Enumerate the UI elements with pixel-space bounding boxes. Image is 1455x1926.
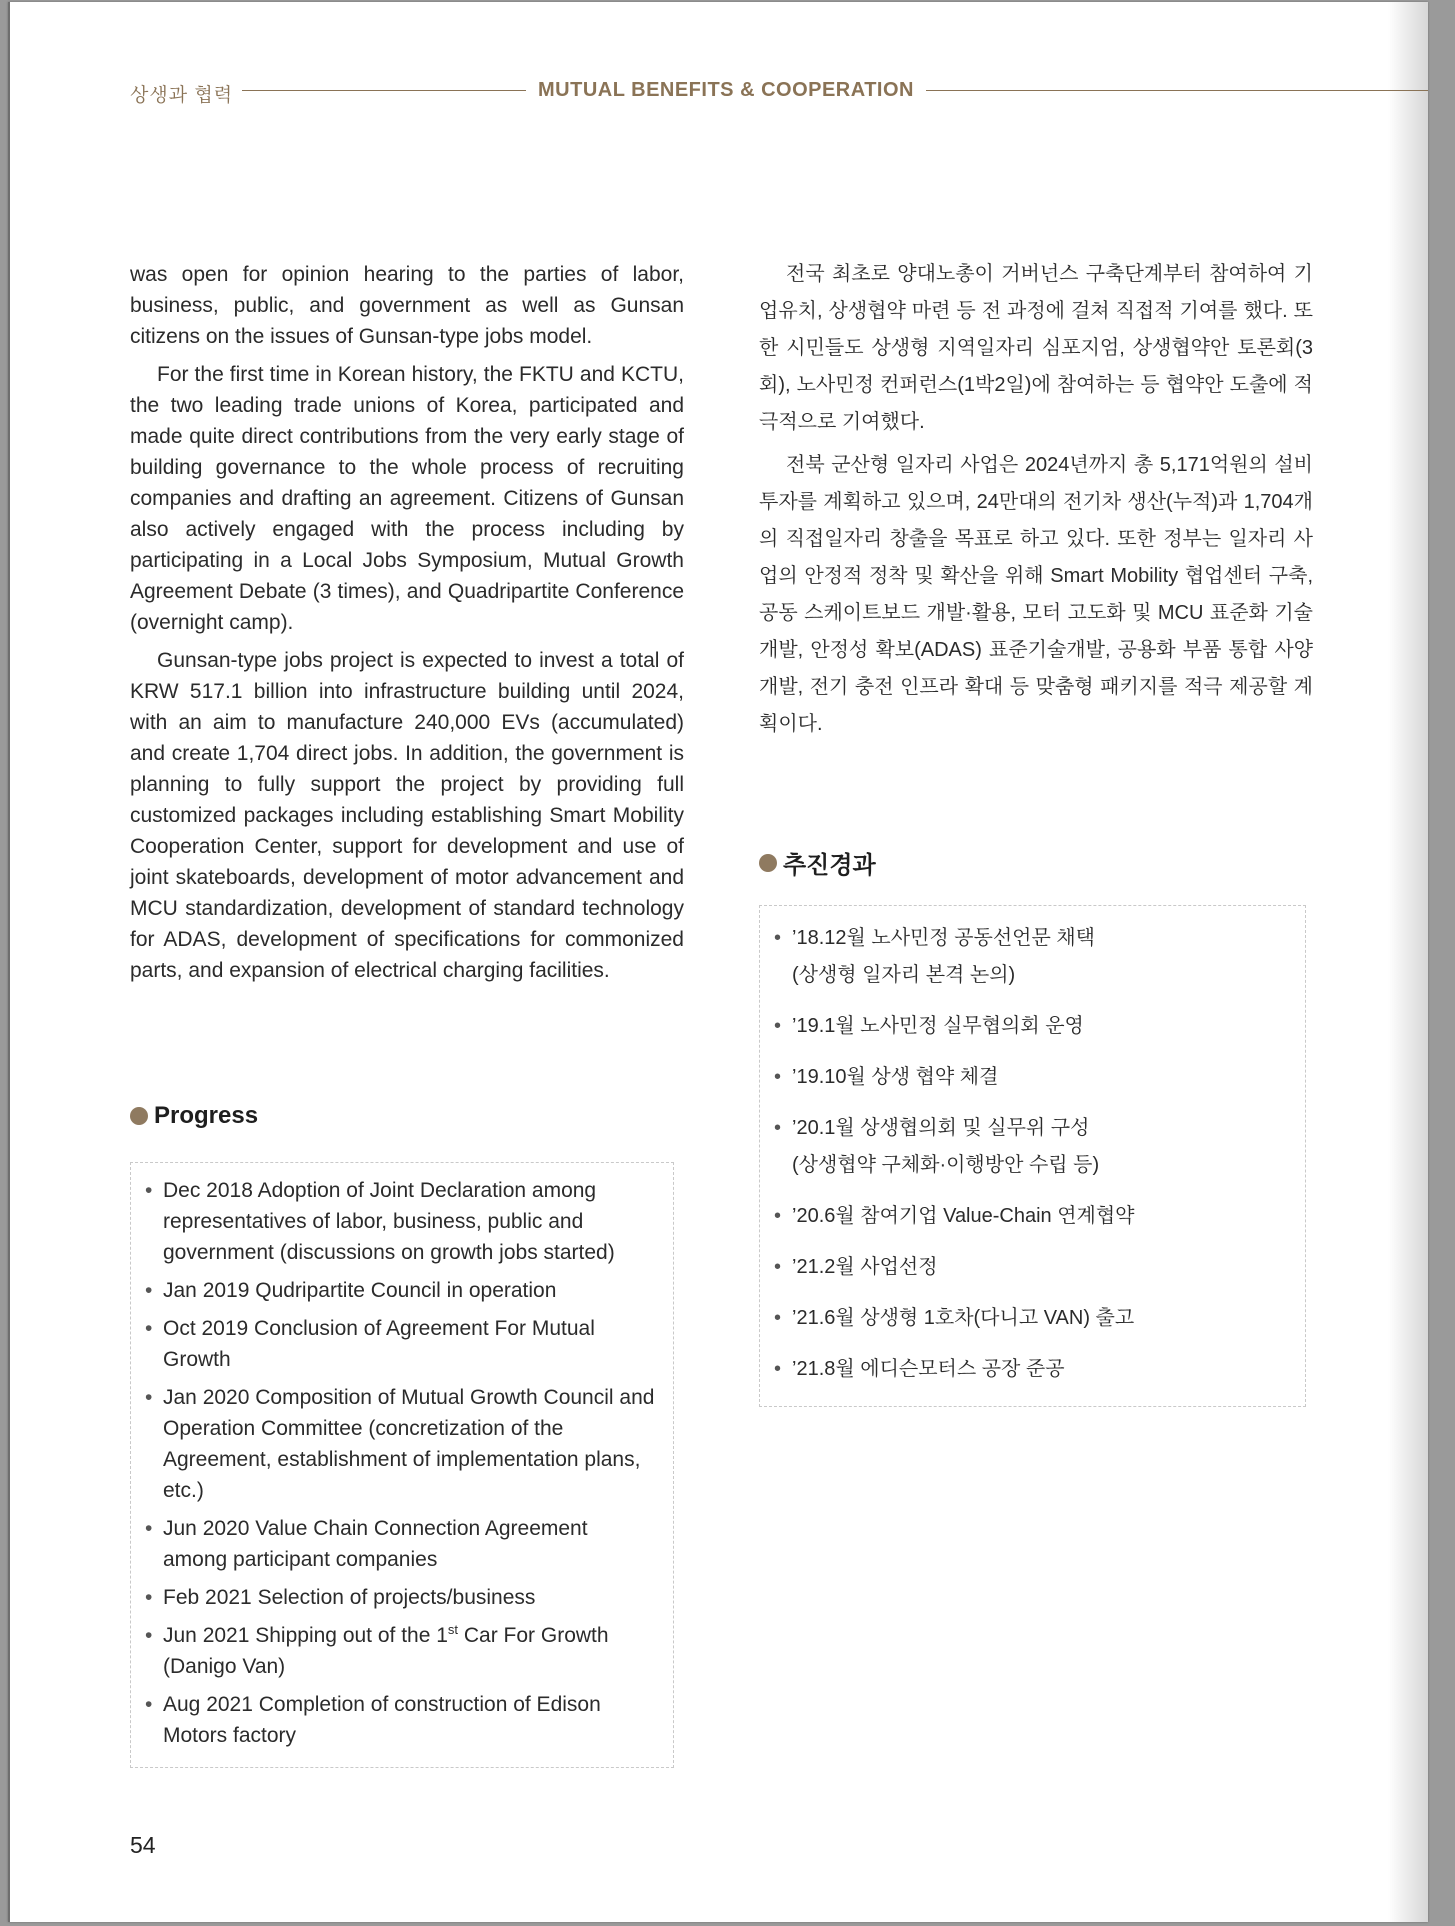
- list-item: [772, 920, 1287, 994]
- left-column-body: [130, 259, 684, 993]
- bullet-dot-icon: [759, 854, 777, 872]
- running-head: [130, 78, 1428, 104]
- progress-box-english: [130, 1162, 674, 1768]
- progress-heading-text: Progress: [154, 1102, 259, 1129]
- running-head-korean: 상생과 협력: [130, 85, 234, 106]
- right-column-body: [759, 256, 1313, 749]
- body-paragraph-korean: 전북 군산형 일자리 사업은 2024년까지 총 5,171억원의 설비투자를 계획하고 있으며, 24만대의 전기차 생산(누적)과 1,704개의 직접일자리 창출을 목표로 하고 있다. 또한 정부는 일자리 사업의 안정적 정착 및 확산을 위해 Smart Mobility 협업센터 구축, 공동 스케이트보드 개발·활용, 모터 고도화 및 MCU 표준화 기술개발, 안정성 확보(ADAS) 표준기술개발, 공용화 부품 통합 사양 개발, 전기 충전 인프라 확대 등 맞춤형 패키지를 적극 제공할 계획이다.: [759, 454, 1313, 735]
- list-item-line: ’19.10월 상생 협약 체결: [792, 1066, 999, 1088]
- list-item-line: (상생협약 구체화·이행방안 수립 등): [792, 1154, 1100, 1176]
- list-item: [772, 1300, 1287, 1337]
- running-head-rule-left: [242, 90, 526, 91]
- list-item-line: (상생형 일자리 본격 논의): [792, 964, 1016, 986]
- list-item: [772, 1351, 1287, 1388]
- list-item-line: ’21.6월 상생형 1호차(다니고 VAN) 출고: [792, 1307, 1135, 1329]
- body-paragraph: was open for opinion hearing to the parties of labor, business, public, and government as well as Gunsan citizens on the issues of Gunsan-type jobs model.: [130, 263, 684, 348]
- body-paragraph: For the first time in Korean history, the FKTU and KCTU, the two leading trade unions of Korea, participated and made quite direct contributions from the very early stage of building governance to the whole process of recruiting companies and drafting an agreement. Citizens of Gunsan also actively engaged with the process including by participating in a Local Jobs Symposium, Mutual Growth Agreement Debate (3 times), and Quadripartite Conference (overnight camp).: [130, 363, 684, 634]
- list-item: [772, 1110, 1287, 1184]
- list-item: • Dec 2018 Adoption of Joint Declaration among representatives of labor, business, public and government (discussions on growth jobs started): [143, 1175, 655, 1268]
- list-item: [772, 1059, 1287, 1096]
- running-head-english: MUTUAL BENEFITS & COOPERATION: [538, 79, 914, 101]
- list-item-line: ’21.2월 사업선정: [792, 1256, 938, 1278]
- list-item: [772, 1249, 1287, 1286]
- page-fold-shadow: [1388, 2, 1428, 1922]
- bullet-dot-icon: [130, 1107, 148, 1125]
- progress-heading: [130, 1102, 258, 1130]
- body-paragraph-korean: 전국 최초로 양대노총이 거버넌스 구축단계부터 참여하여 기업유치, 상생협약 마련 등 전 과정에 걸쳐 직접적 기여를 했다. 또한 시민들도 상생형 지역일자리 심포지엄, 상생협약안 토론회(3회), 노사민정 컨퍼런스(1박2일)에 참여하는 등 협약안 도출에 적극적으로 기여했다.: [759, 263, 1313, 433]
- progress-box-korean: [759, 905, 1306, 1407]
- list-item: [143, 1620, 655, 1682]
- progress-heading-korean: [759, 845, 876, 880]
- body-paragraph: Gunsan-type jobs project is expected to invest a total of KRW 517.1 billion into infrastructure building until 2024, with an aim to manufacture 240,000 EVs (accumulated) and create 1,704 direct jobs. In addition, the government is planning to fully support the project by providing full customized packages including establishing Smart Mobility Cooperation Center, support for development and use of joint skateboards, development of motor advancement and MCU standardization, development of standard technology for ADAS, development of specifications for commonized parts, and expansion of electrical charging facilities.: [130, 649, 684, 982]
- list-item: [772, 1008, 1287, 1045]
- list-item-line: ’20.6월 참여기업 Value-Chain 연계협약: [792, 1205, 1135, 1227]
- list-item: [772, 1198, 1287, 1235]
- document-page: [8, 2, 1428, 1922]
- list-item: • Jun 2020 Value Chain Connection Agreement among participant companies: [143, 1513, 655, 1575]
- list-item-line: ’20.1월 상생협의회 및 실무위 구성: [792, 1117, 1090, 1139]
- list-item-line: ’19.1월 노사민정 실무협의회 운영: [792, 1015, 1084, 1037]
- page-number: 54: [130, 1832, 156, 1858]
- ordinal-suffix: st: [447, 1622, 459, 1637]
- progress-list-english: [131, 1163, 673, 1751]
- progress-list-korean: [760, 906, 1305, 1388]
- list-item: • Jan 2020 Composition of Mutual Growth Council and Operation Committee (concretization of the Agreement, establishment of implementation plans, etc.): [143, 1382, 655, 1506]
- list-item-line: ’18.12월 노사민정 공동선언문 채택: [792, 927, 1096, 949]
- running-head-rule-right: [926, 90, 1428, 91]
- list-item: • Oct 2019 Conclusion of Agreement For Mutual Growth: [143, 1313, 655, 1375]
- list-item: • Aug 2021 Completion of construction of Edison Motors factory: [143, 1689, 655, 1751]
- list-item-line: ’21.8월 에디슨모터스 공장 준공: [792, 1358, 1065, 1380]
- list-item-text: Jun 2021 Shipping out of the 1: [163, 1624, 448, 1647]
- list-item: • Feb 2021 Selection of projects/business: [143, 1582, 655, 1613]
- list-item-text: Car For Growth (Danigo Van): [163, 1624, 609, 1678]
- list-item: • Jan 2019 Qudripartite Council in operation: [143, 1275, 655, 1306]
- progress-heading-korean-text: 추진경과: [783, 852, 876, 879]
